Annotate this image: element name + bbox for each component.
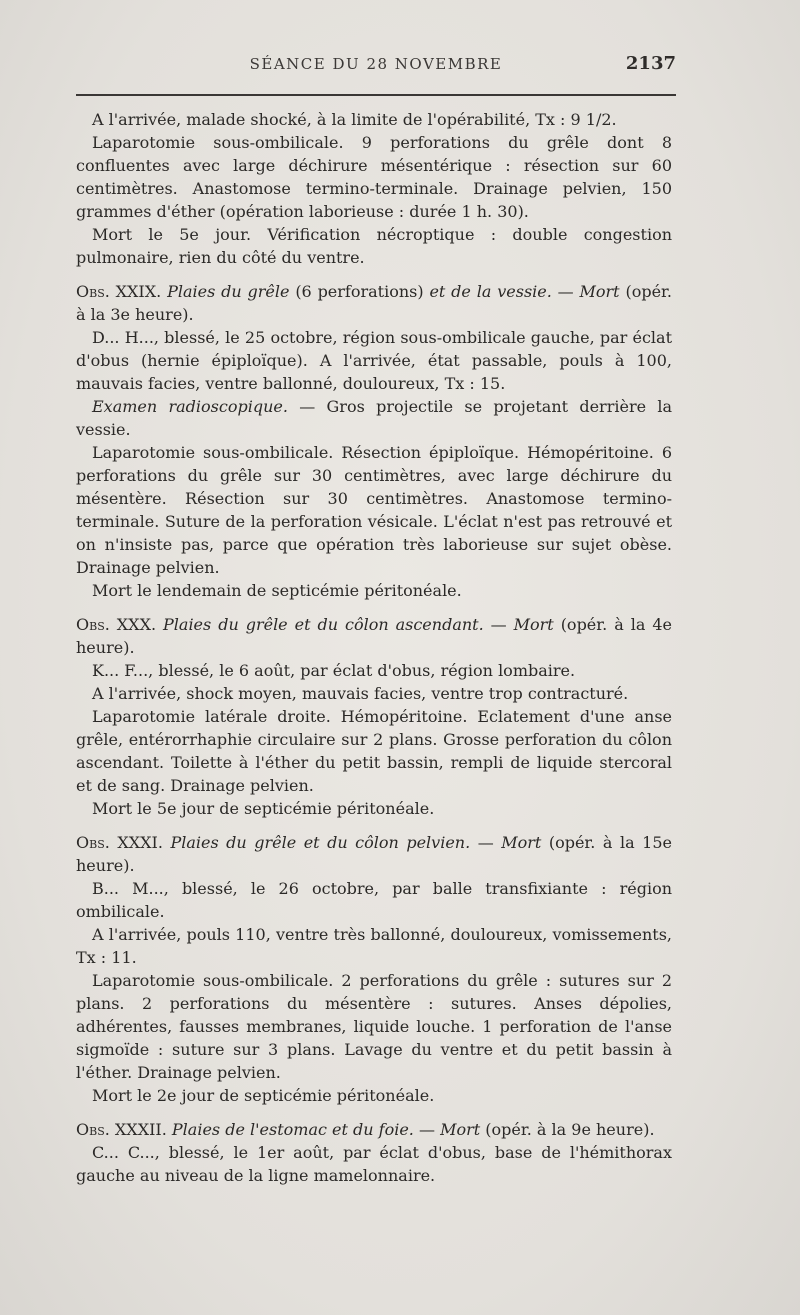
paragraph: A l'arrivée, pouls 110, ventre très ballonné, douloureux, vomissements, Tx : 11.: [76, 925, 672, 967]
obs-title-mid: (6 perforations): [295, 282, 424, 301]
header-rule: [76, 94, 676, 96]
obs-label: Obs. XXXII.: [76, 1120, 167, 1139]
observation-heading-29: [76, 280, 672, 326]
obs-dash: —: [477, 833, 494, 852]
running-title: SÉANCE DU 28 NOVEMBRE: [249, 55, 503, 73]
obs-title: Plaies du grêle: [167, 282, 290, 301]
paragraph: A l'arrivée, shock moyen, mauvais facies, ventre trop contracturé.: [92, 684, 629, 703]
obs-title: et de la vessie.: [429, 282, 552, 301]
obs-label: Obs. XXX.: [76, 615, 157, 634]
paragraph: Mort le lendemain de septicémie péritonéale.: [92, 581, 462, 600]
obs-timing: (opér. à la 9e heure).: [485, 1120, 655, 1139]
obs-title: Plaies du grêle et du côlon pelvien.: [170, 833, 471, 852]
obs-outcome: Mort: [513, 615, 554, 634]
exam-text: — Gros projectile se projetant derrière la vessie.: [76, 397, 673, 439]
exam-label: Examen radioscopique.: [92, 397, 288, 416]
paragraph: [76, 395, 672, 441]
paragraph: Laparotomie latérale droite. Hémopéritoine. Eclatement d'une anse grêle, entérorrhaphie circulaire sur 2 plans. Grosse perforation du côlon ascendant. Toilette à l'éther du petit bassin, rempli de liquide stercoral et de sang. Drainage pelvien.: [76, 707, 672, 795]
observation-heading-31: [76, 831, 672, 877]
obs-timing: (opér. à la 3e heure).: [76, 282, 673, 324]
obs-timing: (opér. à la 15e heure).: [76, 833, 672, 875]
obs-title: Plaies de l'estomac et du foie.: [171, 1120, 414, 1139]
obs-outcome: Mort: [440, 1120, 481, 1139]
page-number: 2137: [625, 53, 676, 74]
obs-dash: —: [557, 282, 574, 301]
observation-heading-32: [76, 1118, 672, 1141]
paragraph: B... M..., blessé, le 26 octobre, par balle transfixiante : région ombilicale.: [76, 879, 672, 921]
paragraph: Laparotomie sous-ombilicale. 2 perforations du grêle : sutures sur 2 plans. 2 perforations du mésentère : sutures. Anses dépolies, adhérentes, fausses membranes, liquide louche. 1 perforation de l'anse sigmoïde : suture sur 3 plans. Lavage du ventre et du petit bassin à l'éther. Drainage pelvien.: [76, 971, 672, 1082]
obs-dash: —: [418, 1120, 435, 1139]
obs-title: Plaies du grêle et du côlon ascendant.: [163, 615, 484, 634]
paragraph: Laparotomie sous-ombilicale. Résection épiploïque. Hémopéritoine. 6 perforations du grêle sur 30 centimètres, avec large déchirure du mésentère. Résection sur 30 centimètres. Anastomose termino-terminale. Suture de la perforation vésicale. L'éclat n'est pas retrouvé et on n'insiste pas, parce que opération très laborieuse sur sujet obèse. Drainage pelvien.: [76, 443, 672, 577]
paragraph: Mort le 5e jour de septicémie péritonéale.: [92, 799, 435, 818]
obs-timing: (opér. à la 4e heure).: [76, 615, 672, 657]
paragraph: A l'arrivée, malade shocké, à la limite de l'opérabilité, Tx : 9 1/2.: [92, 110, 617, 129]
paragraph: Mort le 5e jour. Vérification nécroptique : double congestion pulmonaire, rien du côté du ventre.: [76, 225, 672, 267]
paragraph: D... H..., blessé, le 25 octobre, région sous-ombilicale gauche, par éclat d'obus (hernie épiploïque). A l'arrivée, état passable, pouls à 100, mauvais facies, ventre ballonné, douloureux, Tx : 15.: [76, 328, 672, 393]
obs-label: Obs. XXXI.: [76, 833, 163, 852]
paragraph: Laparotomie sous-ombilicale. 9 perforations du grêle dont 8 confluentes avec large déchirure mésentérique : résection sur 60 centimètres. Anastomose termino-terminale. Drainage pelvien, 150 grammes d'éther (opération laborieuse : durée 1 h. 30).: [76, 133, 672, 221]
observation-heading-30: [76, 613, 672, 659]
obs-dash: —: [490, 615, 507, 634]
obs-outcome: Mort: [501, 833, 542, 852]
paragraph: Mort le 2e jour de septicémie péritonéale.: [92, 1086, 435, 1105]
page-header: [76, 55, 676, 79]
obs-outcome: Mort: [579, 282, 620, 301]
paragraph: K... F..., blessé, le 6 août, par éclat d'obus, région lombaire.: [92, 661, 576, 680]
body-text: [76, 108, 672, 1187]
paragraph: C... C..., blessé, le 1er août, par éclat d'obus, base de l'hémithorax gauche au niveau de la ligne mamelonnaire.: [76, 1143, 672, 1185]
obs-label: Obs. XXIX.: [76, 282, 162, 301]
